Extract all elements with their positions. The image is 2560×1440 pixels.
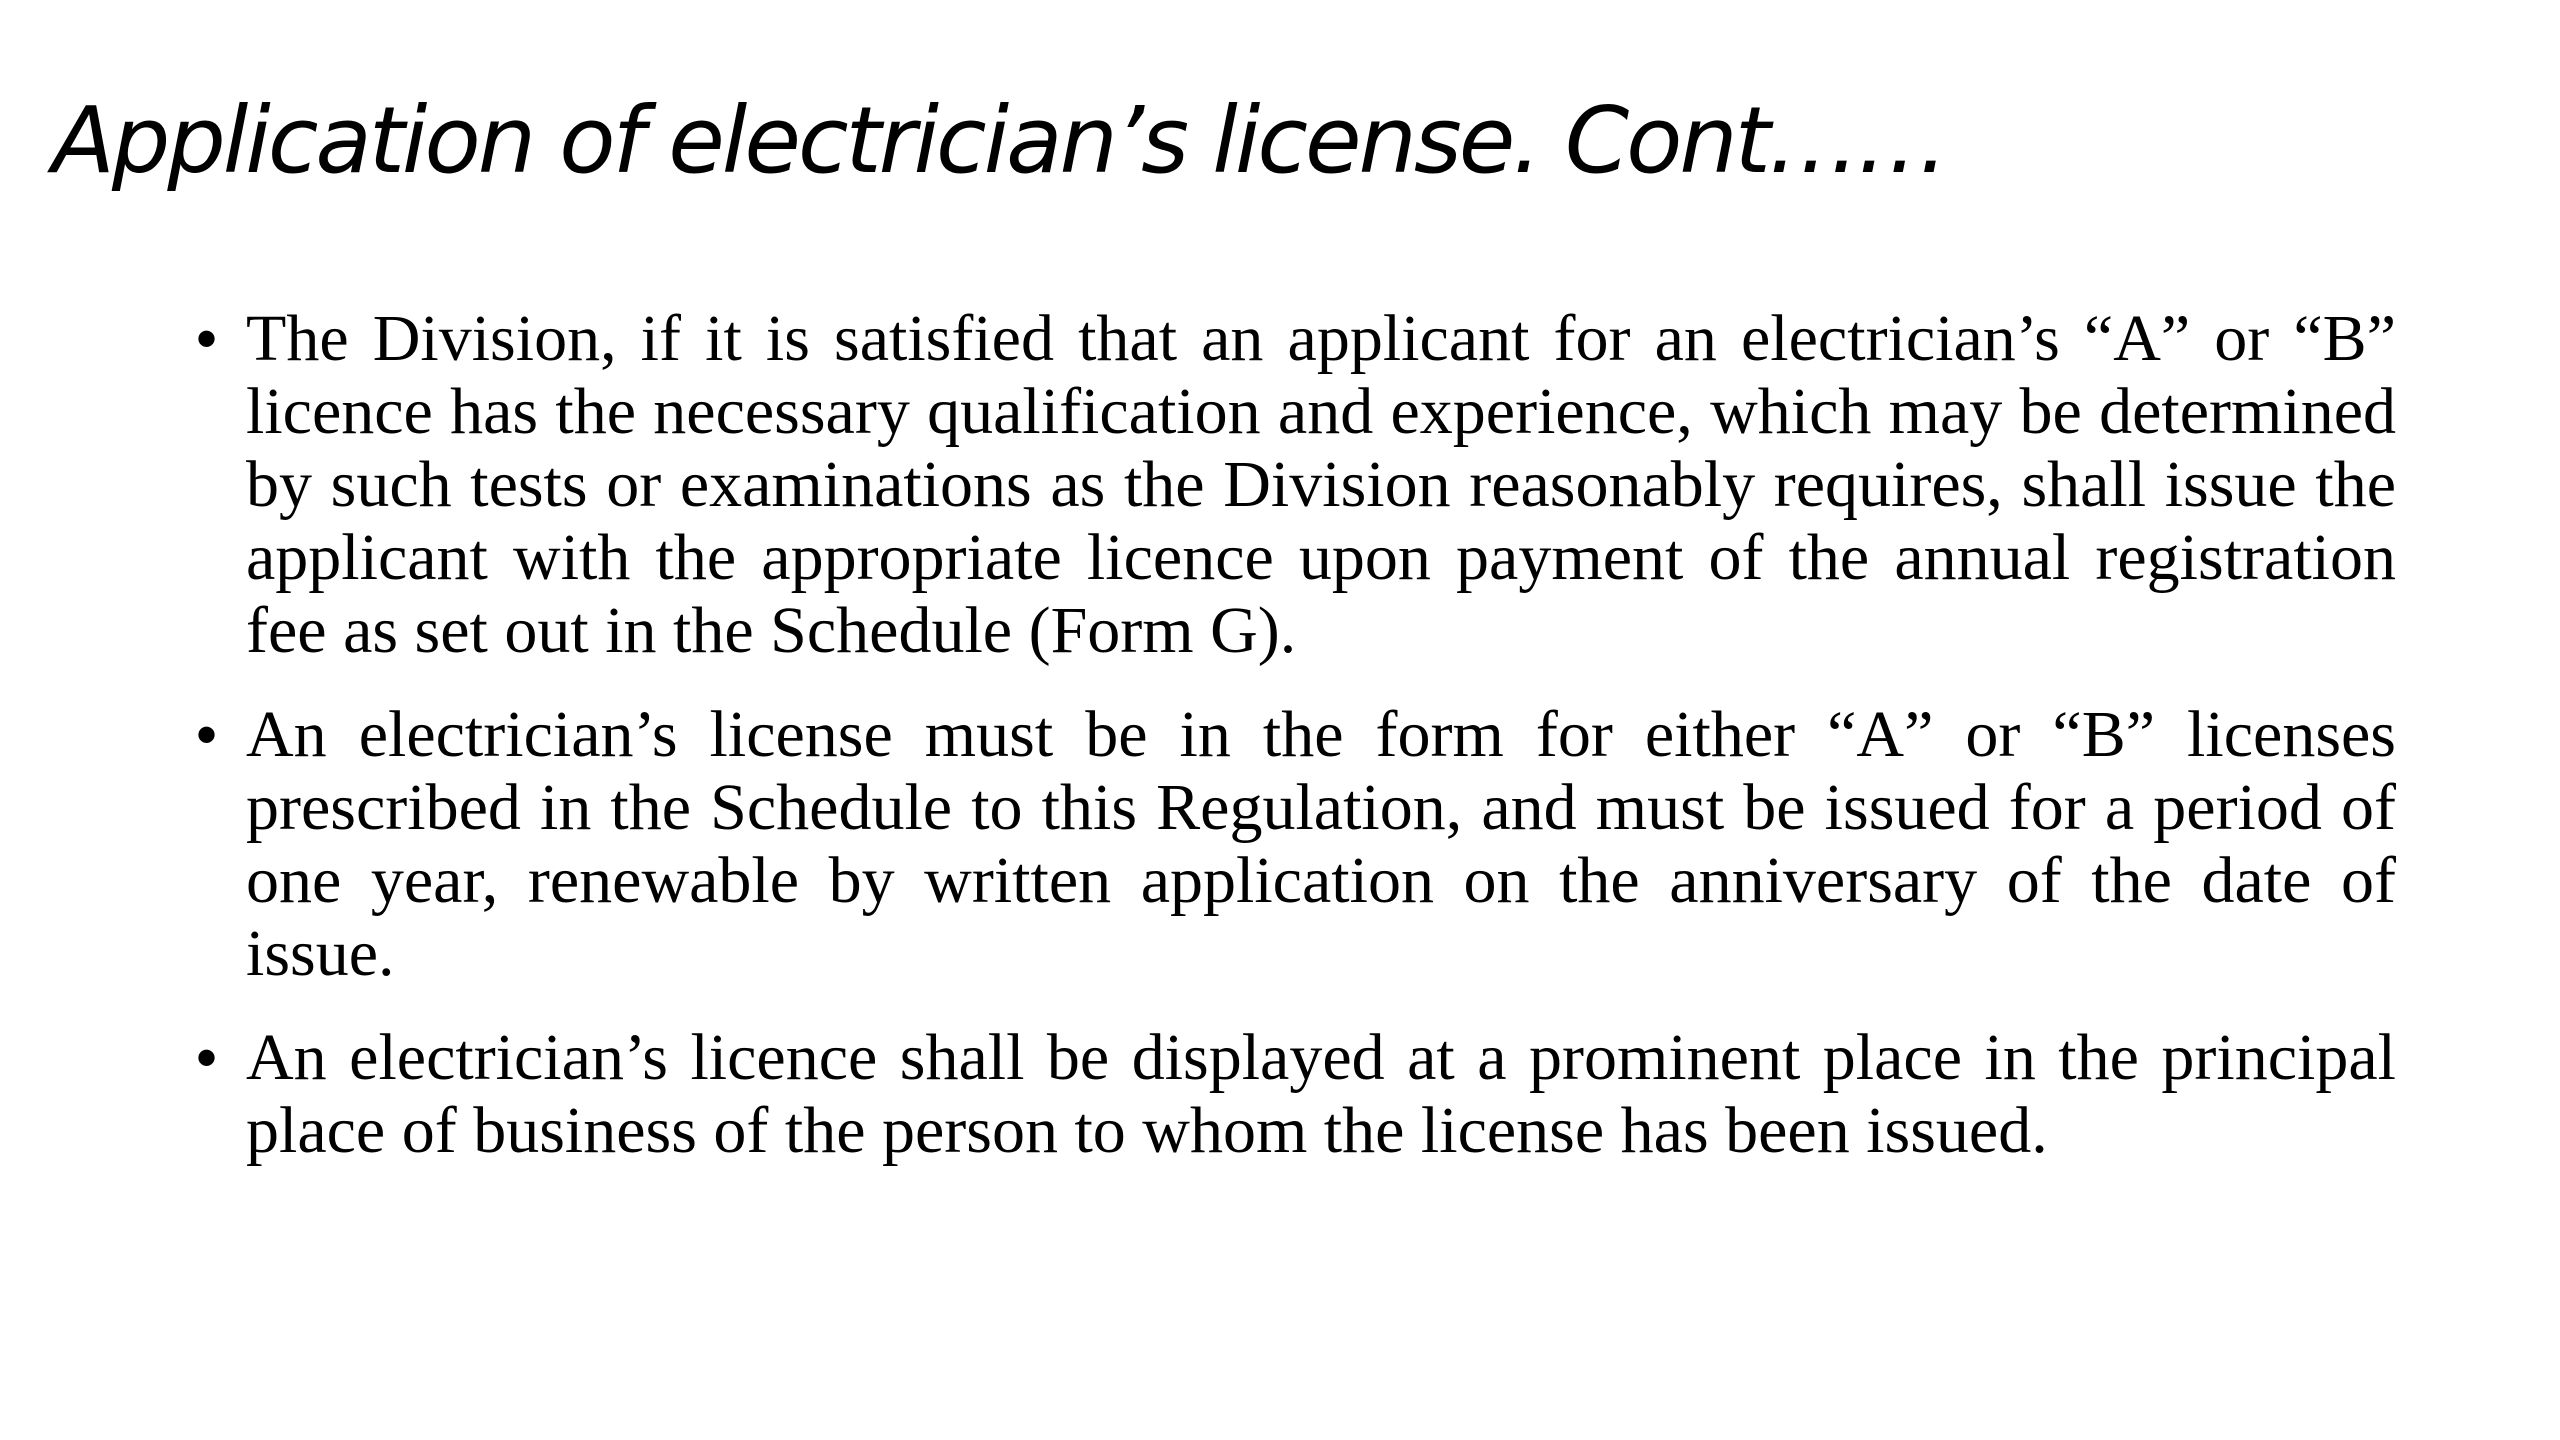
bullet-item-3 — [196, 1021, 2396, 1167]
bullet-text-3: An electrician’s licence shall be displayed at a prominent place in the principal place of business of the person to whom the license has been issued. — [246, 1021, 2396, 1167]
slide-title: Application of electrician’s license. Cont…… — [52, 87, 1946, 194]
bullet-item-2 — [196, 698, 2396, 990]
bullet-dot-icon: • — [196, 1024, 218, 1091]
bullet-item-1 — [196, 302, 2396, 667]
bullet-text-2: An electrician’s license must be in the form for either “A” or “B” licenses prescribed in the Schedule to this Regulation, and must be issued for a period of one year, renewable by written application on the anniversary of the date of issue. — [246, 698, 2396, 990]
bullet-text-1: The Division, if it is satisfied that an applicant for an electrician’s “A” or “B” licence has the necessary qualification and experience, which may be determined by such tests or examinations as the Division reasonably requires, shall issue the applicant with the appropriate licence upon payment of the annual registration fee as set out in the Schedule (Form G). — [246, 302, 2396, 667]
bullet-dot-icon: • — [196, 701, 218, 768]
bullet-dot-icon: • — [196, 305, 218, 372]
bullet-list — [196, 302, 2396, 1198]
